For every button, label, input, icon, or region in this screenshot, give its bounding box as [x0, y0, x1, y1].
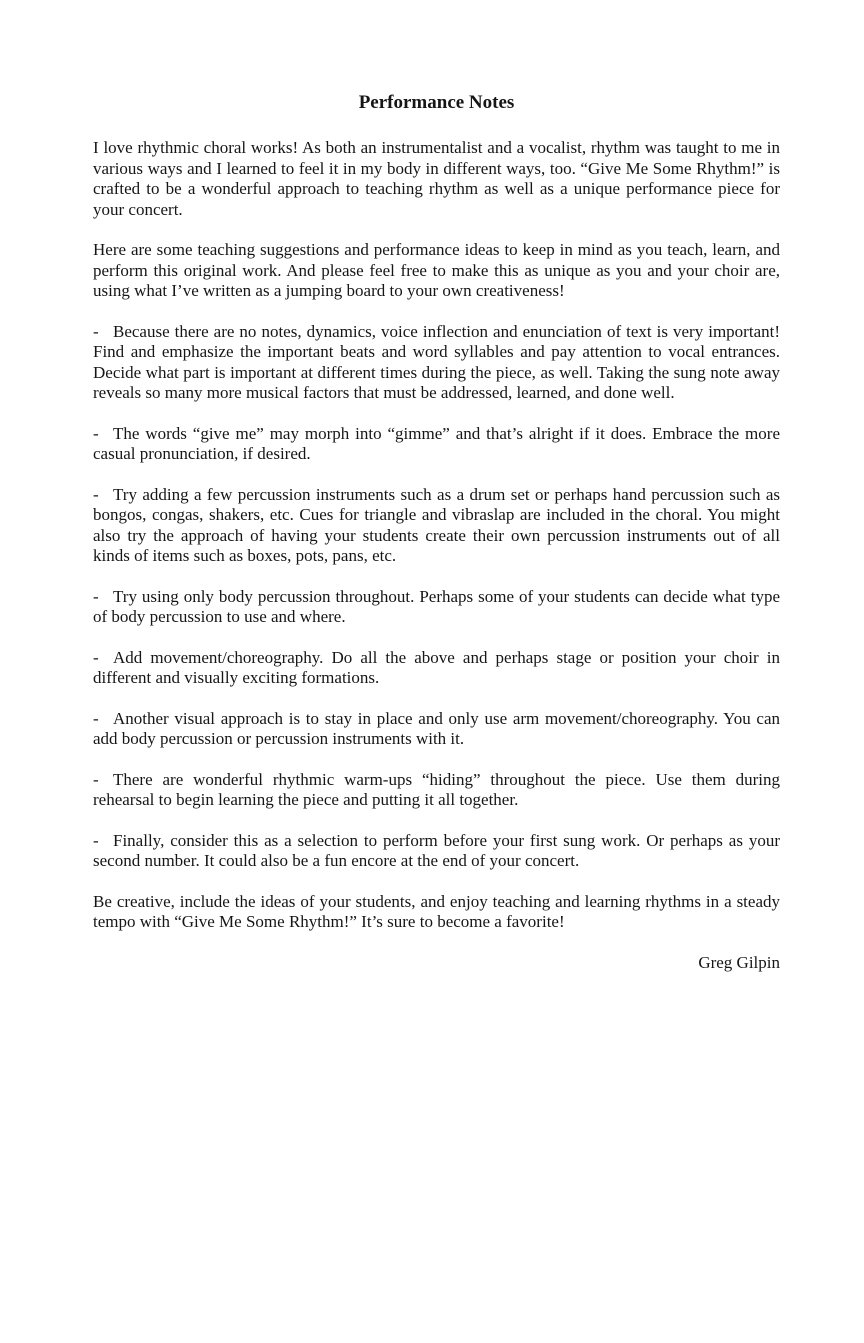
bullet-marker: -: [93, 708, 99, 728]
closing-paragraph: Be creative, include the ideas of your students, and enjoy teaching and learning rhythms in a steady tempo with “Give Me Some Rhythm!” It’s sure to become a favorite!: [93, 891, 780, 931]
bullet-item: [93, 424, 780, 465]
bullet-marker: -: [93, 423, 99, 443]
intro-paragraph-2: Here are some teaching suggestions and performance ideas to keep in mind as you teach, learn, and perform this original work. And please feel free to make this as unique as you and your choir are, using what I’ve written as a jumping board to your own creativeness!: [93, 240, 780, 300]
bullet-item: [93, 587, 780, 628]
bullet-item: [93, 709, 780, 750]
bullet-item: [93, 770, 780, 811]
bullet-text: The words “give me” may morph into “gimme” and that’s alright if it does. Embrace the more casual pronunciation, if desired.: [93, 423, 780, 463]
bullet-marker: -: [93, 647, 99, 667]
page-title: Performance Notes: [358, 92, 515, 113]
bullet-text: Another visual approach is to stay in place and only use arm movement/choreography. You can add body percussion or percussion instruments with it.: [93, 708, 780, 748]
bullet-item: [93, 485, 780, 567]
bullet-marker: -: [93, 321, 99, 341]
bullet-marker: -: [93, 769, 99, 789]
bullet-text: There are wonderful rhythmic warm-ups “hiding” throughout the piece. Use them during rehearsal to begin learning the piece and putting it all together.: [93, 769, 780, 809]
bullet-item: [93, 322, 780, 404]
bullet-text: Add movement/choreography. Do all the above and perhaps stage or position your choir in different and visually exciting formations.: [93, 647, 780, 687]
bullet-marker: -: [93, 830, 99, 850]
bullet-text: Try using only body percussion throughout. Perhaps some of your students can decide what type of body percussion to use and where.: [93, 586, 780, 626]
author-signature: Greg Gilpin: [698, 952, 780, 972]
bullet-text: Try adding a few percussion instruments such as a drum set or perhaps hand percussion such as bongos, congas, shakers, etc. Cues for triangle and vibraslap are included in the choral. You might also try the approach of having your students create their own percussion instruments out of all kinds of items such as boxes, pots, pans, etc.: [93, 484, 780, 565]
bullet-item: [93, 831, 780, 872]
bullet-marker: -: [93, 484, 99, 504]
bullet-marker: -: [93, 586, 99, 606]
bullet-text: Finally, consider this as a selection to perform before your first sung work. Or perhaps as your second number. It could also be a fun encore at the end of your concert.: [93, 830, 780, 870]
bullet-item: [93, 648, 780, 689]
intro-paragraph-1: I love rhythmic choral works! As both an instrumentalist and a vocalist, rhythm was taught to me in various ways and I learned to feel it in my body in different ways, too. “Give Me Some Rhythm!” is crafted to be a wonderful approach to teaching rhythm as well as a unique performance piece for your concert.: [93, 138, 780, 219]
bullet-text: Because there are no notes, dynamics, voice inflection and enunciation of text is very important! Find and emphasize the important beats and word syllables and pay attention to vocal entrances. Decide what part is important at different times during the piece, as well. Taking the sung note away reveals so many more musical factors that must be addressed, learned, and done well.: [93, 321, 780, 402]
